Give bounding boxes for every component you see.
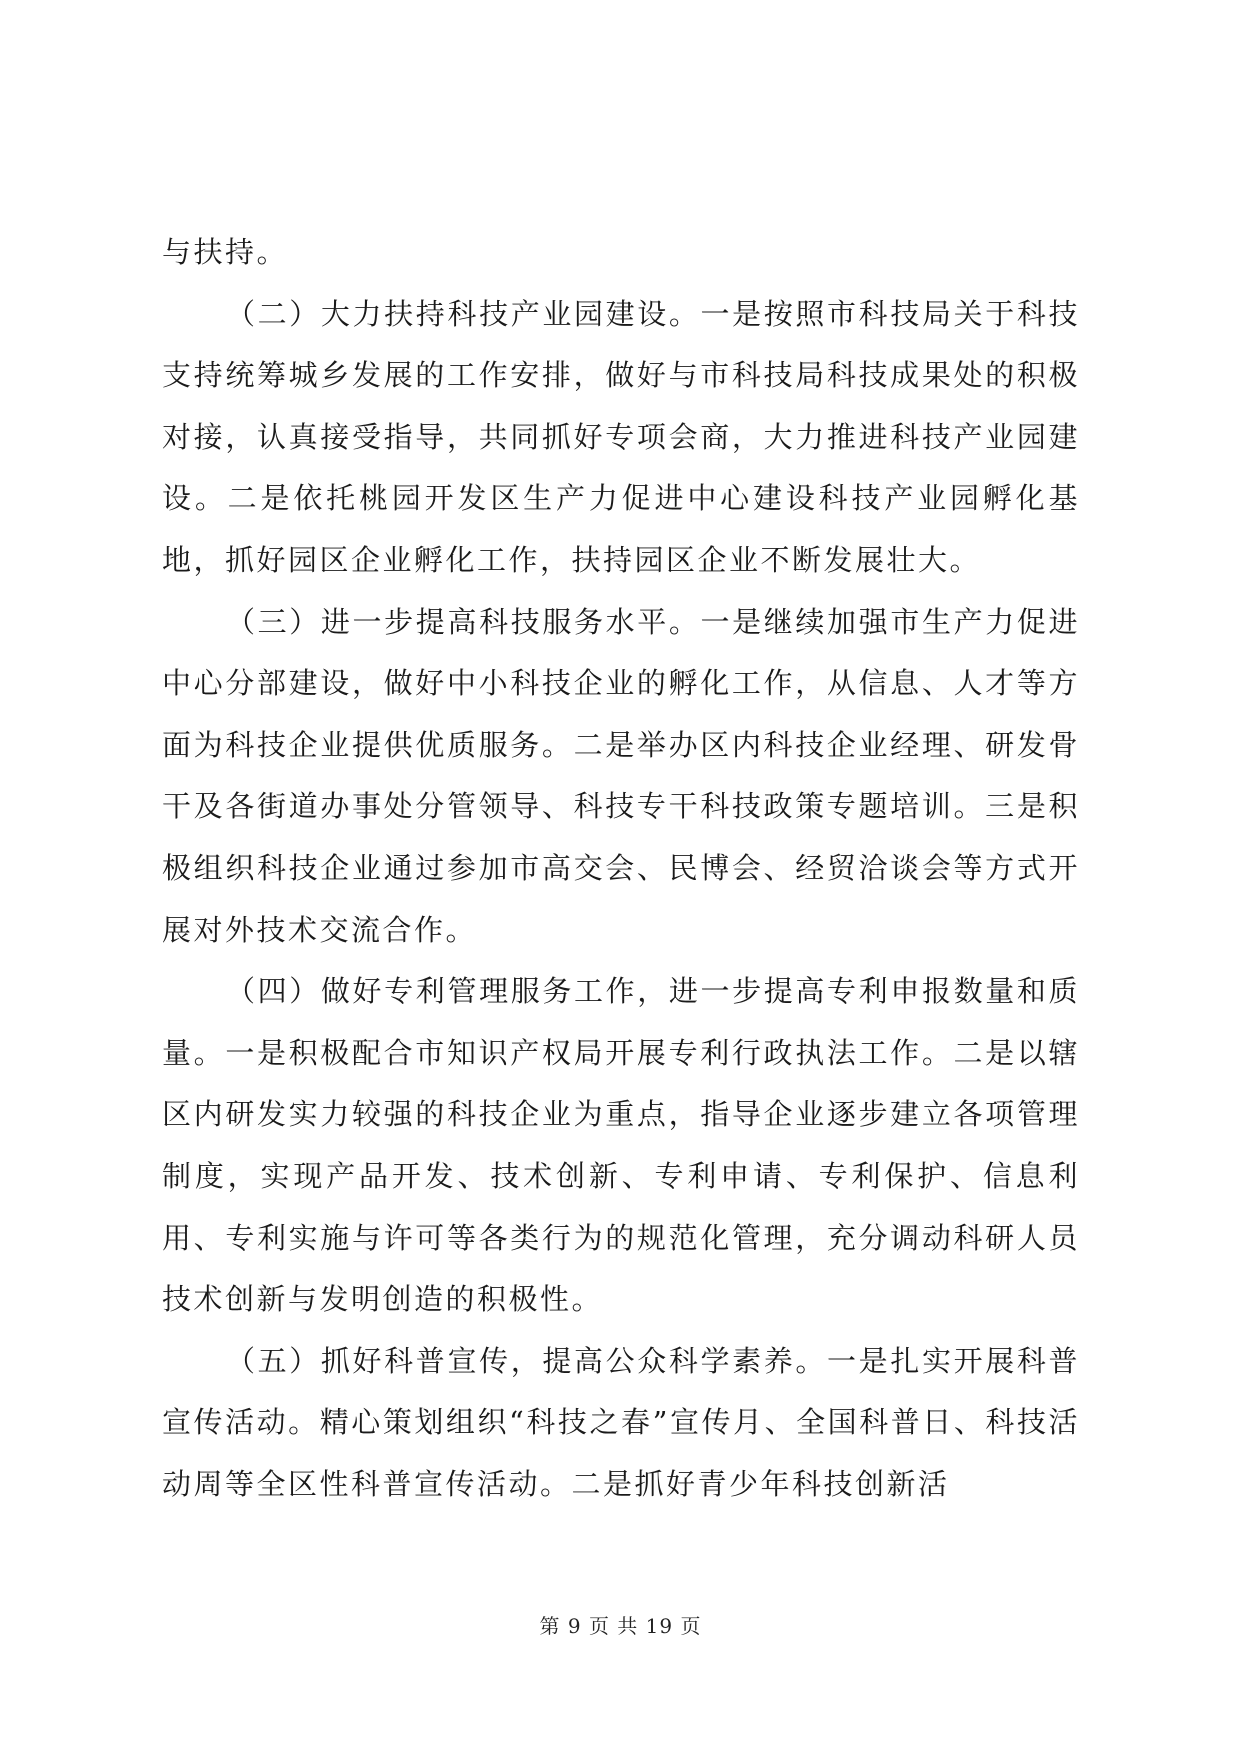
page-number-footer: 第 9 页 共 19 页 — [539, 1614, 702, 1638]
document-body — [162, 222, 1080, 1515]
paragraph-section-2: （二）大力扶持科技产业园建设。一是按照市科技局关于科技支持统筹城乡发展的工作安排，做好与市科技局科技成果处的积极对接，认真接受指导，共同抓好专项会商，大力推进科技产业园建设。二是依托桃园开发区生产力促进中心建设科技产业园孵化基地，抓好园区企业孵化工作，扶持园区企业不断发展壮大。 — [162, 296, 1080, 577]
paragraph-section-3: （三）进一步提高科技服务水平。一是继续加强市生产力促进中心分部建设，做好中小科技企业的孵化工作，从信息、人才等方面为科技企业提供优质服务。二是举办区内科技企业经理、研发骨干及各街道办事处分管领导、科技专干科技政策专题培训。三是积极组织科技企业通过参加市高交会、民博会、经贸洽谈会等方式开展对外技术交流合作。 — [162, 604, 1080, 947]
paragraph-continuation: 与扶持。 — [162, 235, 289, 269]
paragraph-section-4: （四）做好专利管理服务工作，进一步提高专利申报数量和质量。一是积极配合市知识产权局开展专利行政执法工作。二是以辖区内研发实力较强的科技企业为重点，指导企业逐步建立各项管理制度，实现产品开发、技术创新、专利申请、专利保护、信息利用、专利实施与许可等各类行为的规范化管理，充分调动科研人员技术创新与发明创造的积极性。 — [162, 974, 1080, 1317]
paragraph-section-5: （五）抓好科普宣传，提高公众科学素养。一是扎实开展科普宣传活动。精心策划组织“科技之春”宣传月、全国科普日、科技活动周等全区性科普宣传活动。二是抓好青少年科技创新活 — [162, 1343, 1080, 1501]
